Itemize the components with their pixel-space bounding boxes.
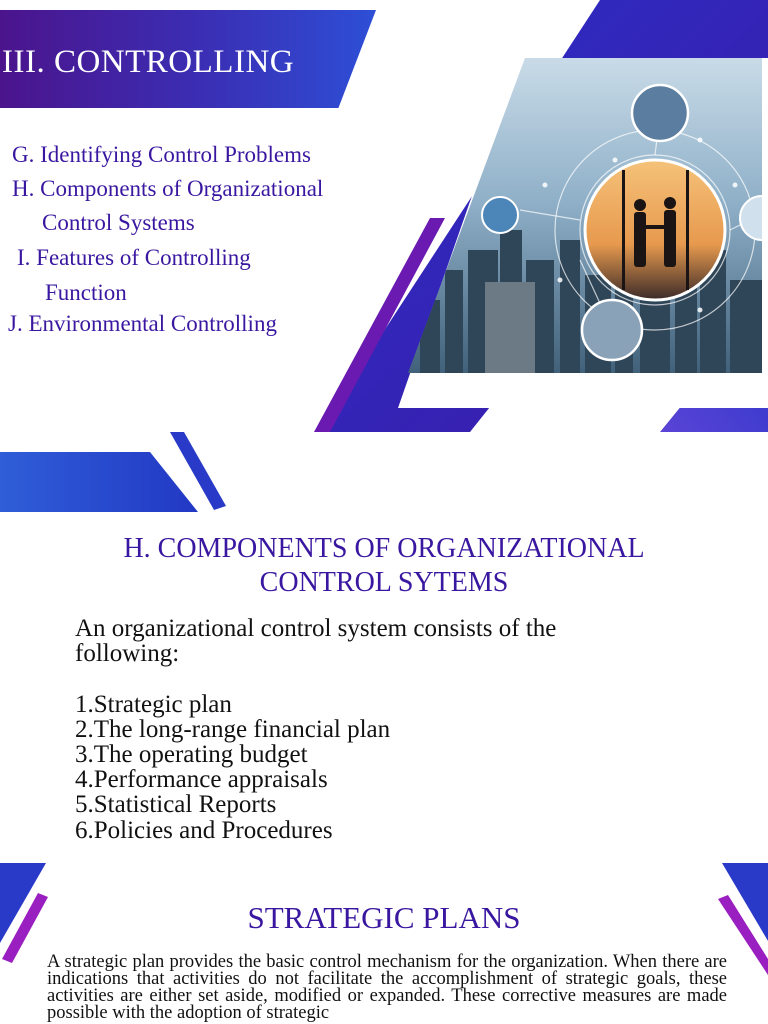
slide-strategic-plans xyxy=(0,863,768,1024)
slide-title: III. CONTROLLING xyxy=(2,44,295,80)
strategic-plans-paragraph: A strategic plan provides the basic control mechanism for the organization. When there are indications that activities do not facilitate the accomplishment of strategic goals, these activities are either set aside, modified or expanded. These corrective measures are made possible with the adoption of strategic xyxy=(47,952,727,1023)
component-item: 4.Performance appraisals xyxy=(75,766,328,793)
component-item: 5.Statistical Reports xyxy=(75,791,277,818)
topic-item-i: I. Features of Controlling xyxy=(17,245,251,270)
component-item: 2.The long-range financial plan xyxy=(75,716,391,743)
section-heading-line2: CONTROL SYTEMS xyxy=(259,567,509,598)
decorative-corner xyxy=(0,432,768,532)
component-item: 1.Strategic plan xyxy=(75,691,232,718)
topic-item-i-cont: Function xyxy=(45,280,127,305)
topic-item-g: G. Identifying Control Problems xyxy=(12,142,311,167)
intro-line1: An organizational control system consists of the xyxy=(75,615,557,642)
strategic-plans-heading: STRATEGIC PLANS xyxy=(247,900,521,935)
slide-components xyxy=(0,432,768,863)
topic-item-h-cont: Control Systems xyxy=(42,210,195,235)
topic-item-h: H. Components of Organizational xyxy=(12,176,324,201)
topic-item-j: J. Environmental Controlling xyxy=(8,311,277,336)
intro-line2: following: xyxy=(75,640,180,667)
section-heading-line1: H. COMPONENTS OF ORGANIZATIONAL xyxy=(123,533,645,564)
component-item: 6.Policies and Procedures xyxy=(75,817,333,844)
slide-controlling-overview xyxy=(0,0,768,432)
component-item: 3.The operating budget xyxy=(75,741,308,768)
